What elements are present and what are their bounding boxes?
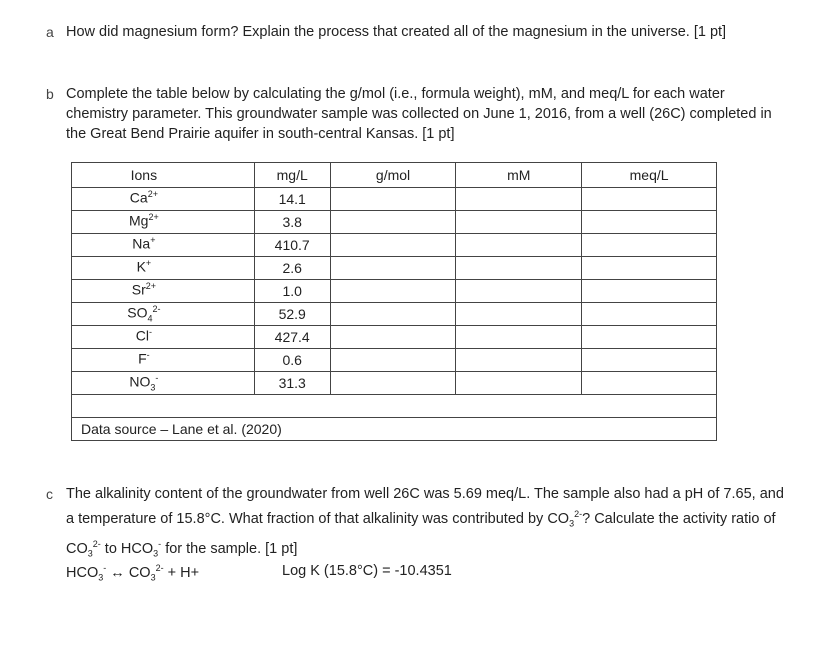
equation-lhs: HCO (66, 564, 99, 581)
gmol-cell[interactable] (330, 372, 456, 395)
ion-charge: - (148, 327, 152, 338)
question-c (46, 484, 786, 563)
ion-cell (72, 372, 255, 395)
ion-cell (72, 303, 255, 326)
mm-cell[interactable] (456, 257, 582, 280)
ion-subscript: 3 (150, 382, 156, 393)
ion-charge: - (146, 350, 150, 361)
ion-symbol: NO (129, 373, 151, 390)
gmol-cell[interactable] (330, 188, 456, 211)
equation-lhs-sup: - (103, 563, 107, 573)
mgl-value: 410.7 (254, 234, 330, 257)
gmol-cell[interactable] (330, 234, 456, 257)
question-a-text: How did magnesium form? Explain the process that created all of the magnesium in the universe. [1 pt] (66, 24, 727, 40)
mm-cell[interactable] (456, 280, 582, 303)
ion-cell (72, 349, 255, 372)
ion-charge: 2- (152, 304, 161, 315)
meql-cell[interactable] (582, 303, 717, 326)
mgl-value: 0.6 (254, 349, 330, 372)
table-blank-cell (72, 395, 717, 418)
meql-cell[interactable] (582, 188, 717, 211)
table-row (72, 188, 717, 211)
equation-rhs-sub: 3 (150, 572, 156, 583)
ion-symbol: SO (127, 304, 148, 321)
table-row (72, 234, 717, 257)
table-row (72, 303, 717, 326)
mgl-value: 52.9 (254, 303, 330, 326)
mm-cell[interactable] (456, 372, 582, 395)
mm-cell[interactable] (456, 211, 582, 234)
ion-cell (72, 280, 255, 303)
ion-symbol: Na (132, 235, 151, 252)
gmol-cell[interactable] (330, 257, 456, 280)
ion-cell (72, 326, 255, 349)
table-row (72, 349, 717, 372)
mm-cell[interactable] (456, 326, 582, 349)
header-ions: Ions (72, 163, 255, 188)
question-c-text-4: for the sample. [1 pt] (161, 540, 298, 557)
header-mgl: mg/L (254, 163, 330, 188)
question-c-sup-3: - (158, 538, 162, 549)
ion-charge: - (155, 373, 159, 384)
header-gmol: g/mol (330, 163, 456, 188)
question-b-text: Complete the table below by calculating the g/mol (i.e., formula weight), mM, and meq/L for each water chemistry parameter. This groundwater sample was collected on June 1, 2016, from a well (26C) completed in the Great Bend Prairie aquifer in south-central Kansas. [1 pt] (66, 86, 772, 142)
question-c-sup-2: 2- (92, 538, 101, 549)
meql-cell[interactable] (582, 280, 717, 303)
equation-rhs-tail: + H+ (163, 564, 200, 581)
question-c-text-1: The alkalinity content of the groundwater from well 26C was 5.69 meq/L. The sample also had a pH of 7.65, and a temperature of 15.8°C. What fraction of that alkalinity was contributed by CO (66, 486, 784, 527)
gmol-cell[interactable] (330, 211, 456, 234)
question-c-text-3: to HCO (100, 540, 154, 557)
table-row (72, 257, 717, 280)
equation-lhs-sub: 3 (98, 572, 104, 583)
ion-charge: 2+ (145, 281, 156, 292)
gmol-cell[interactable] (330, 280, 456, 303)
data-source-row (72, 418, 717, 441)
ion-symbol: Sr (131, 281, 146, 298)
mgl-value: 1.0 (254, 280, 330, 303)
table-row (72, 211, 717, 234)
meql-cell[interactable] (582, 326, 717, 349)
question-c-sub-2: 3 (87, 548, 93, 559)
mgl-value: 3.8 (254, 211, 330, 234)
ion-symbol: Cl (135, 327, 149, 344)
equilibrium-arrow-icon: ↔ (110, 564, 125, 581)
table-row (72, 326, 717, 349)
question-a-marker: a (46, 24, 54, 40)
meql-cell[interactable] (582, 349, 717, 372)
ion-subscript: 4 (147, 313, 153, 324)
question-c-text-2: ? Calculate the activity ratio of CO (66, 510, 776, 557)
question-c-sup-1: 2- (574, 509, 583, 519)
mm-cell[interactable] (456, 349, 582, 372)
question-c-sub-1: 3 (569, 518, 575, 529)
ion-symbol: F (138, 350, 147, 367)
log-k-value: Log K (15.8°C) = -10.4351 (282, 563, 452, 579)
mgl-value: 2.6 (254, 257, 330, 280)
question-b-marker: b (46, 86, 54, 102)
mm-cell[interactable] (456, 303, 582, 326)
equation-rhs-sup: 2- (155, 563, 164, 573)
mgl-value: 31.3 (254, 372, 330, 395)
meql-cell[interactable] (582, 257, 717, 280)
meql-cell[interactable] (582, 234, 717, 257)
data-source: Data source – Lane et al. (2020) (72, 418, 717, 441)
ion-cell (72, 188, 255, 211)
question-c-sub-3: 3 (153, 548, 159, 559)
ion-cell (72, 234, 255, 257)
mm-cell[interactable] (456, 234, 582, 257)
table-row (72, 280, 717, 303)
question-a (46, 22, 786, 42)
gmol-cell[interactable] (330, 326, 456, 349)
table-row (72, 372, 717, 395)
ion-cell (72, 211, 255, 234)
gmol-cell[interactable] (330, 349, 456, 372)
question-c-marker: c (46, 486, 53, 502)
mm-cell[interactable] (456, 188, 582, 211)
ion-symbol: Mg (129, 212, 149, 229)
ion-symbol: Ca (129, 189, 148, 206)
equilibrium-equation (66, 563, 199, 583)
ion-charge: 2+ (147, 189, 158, 200)
ion-charge: 2+ (148, 212, 159, 223)
meql-cell[interactable] (582, 211, 717, 234)
ion-charge: + (145, 258, 152, 269)
ion-charge: + (150, 235, 156, 246)
ion-cell (72, 257, 255, 280)
gmol-cell[interactable] (330, 303, 456, 326)
ion-symbol: K (136, 258, 146, 275)
meql-cell[interactable] (582, 372, 717, 395)
table-header-row (72, 163, 717, 188)
mgl-value: 427.4 (254, 326, 330, 349)
mgl-value: 14.1 (254, 188, 330, 211)
table-blank-row (72, 395, 717, 418)
header-meql: meq/L (582, 163, 717, 188)
header-mm: mM (456, 163, 582, 188)
question-b (46, 84, 786, 144)
water-chemistry-table (71, 162, 717, 441)
equation-rhs: CO (128, 564, 151, 581)
